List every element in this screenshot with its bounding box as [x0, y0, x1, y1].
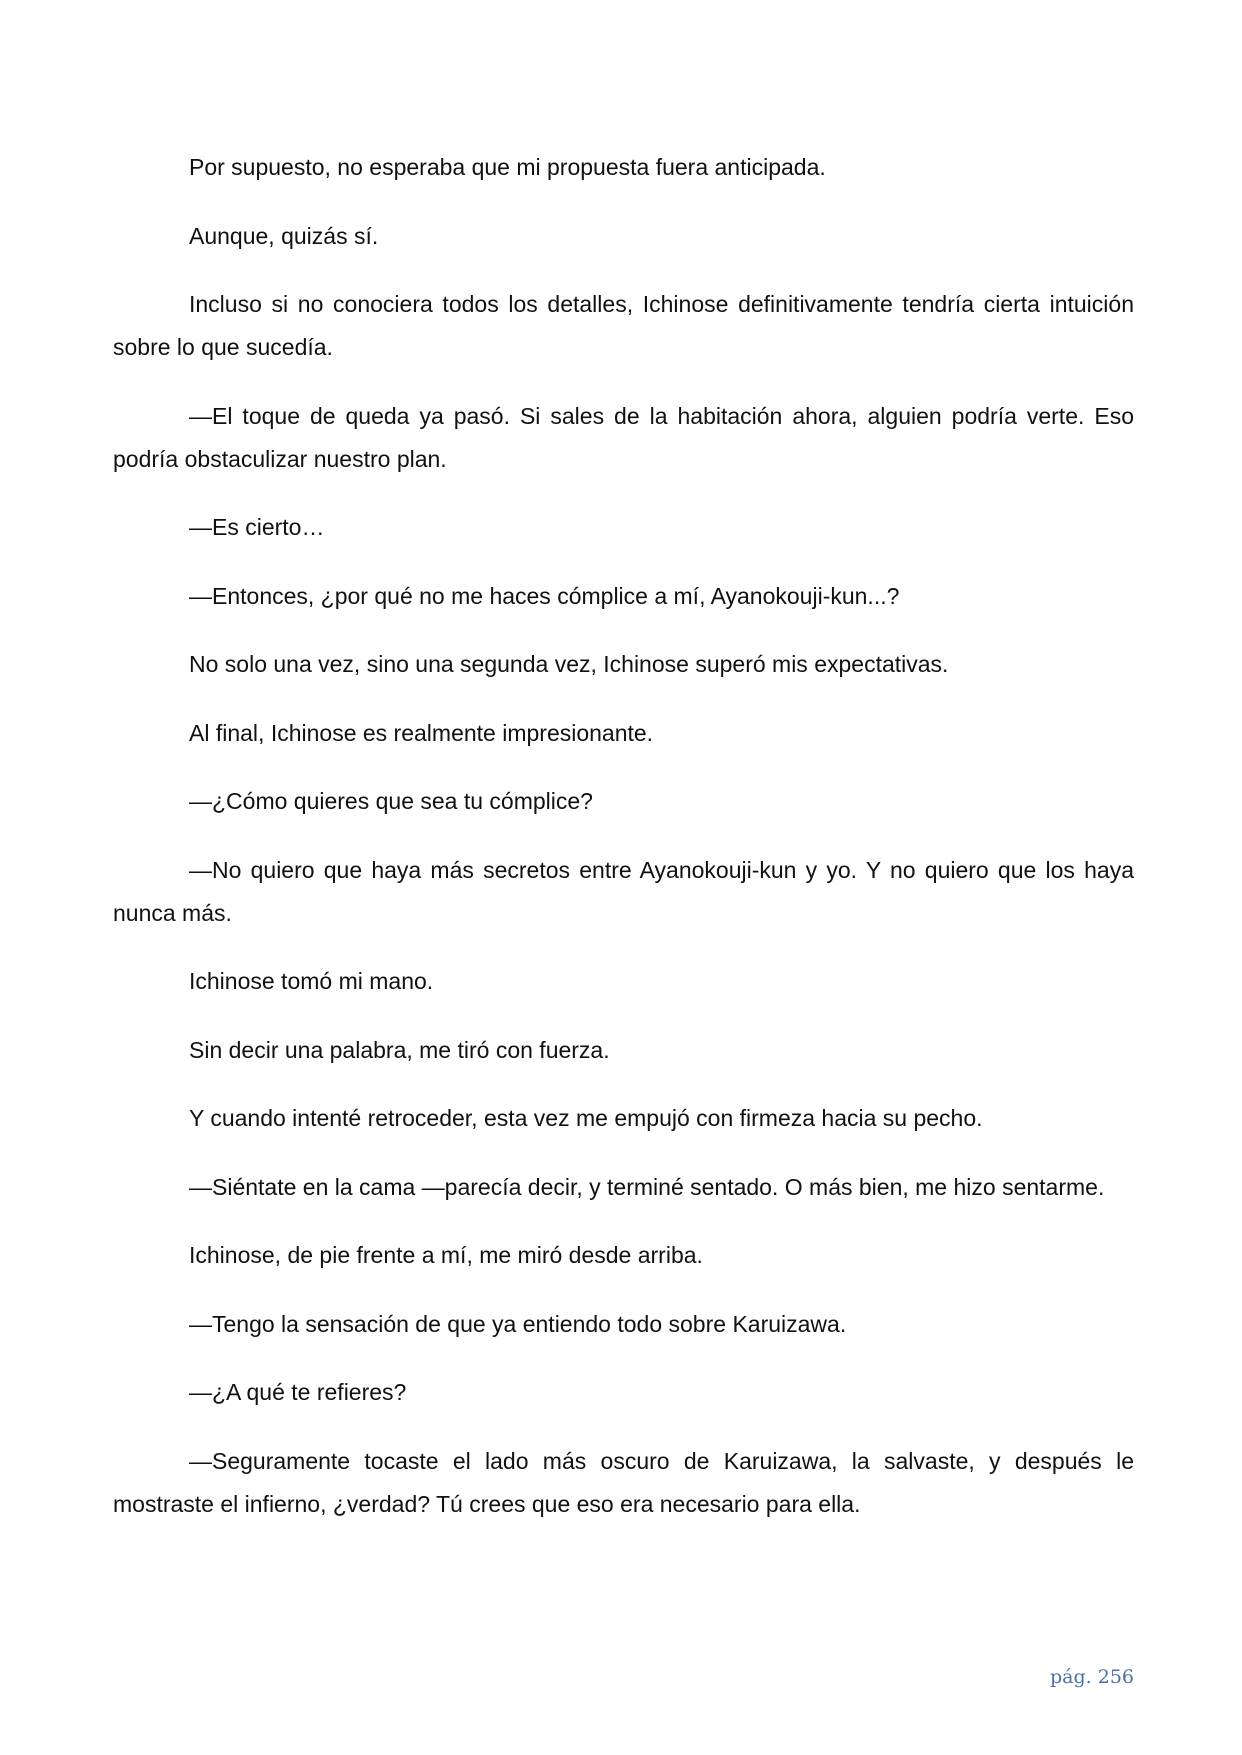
- paragraph: Ichinose, de pie frente a mí, me miró desde arriba.: [189, 1242, 703, 1268]
- document-body: [113, 146, 1134, 1551]
- paragraph: —¿A qué te refieres?: [189, 1379, 407, 1405]
- paragraph: Y cuando intenté retroceder, esta vez me empujó con firmeza hacia su pecho.: [189, 1105, 983, 1131]
- paragraph: —Es cierto…: [189, 514, 325, 540]
- paragraph: —No quiero que haya más secretos entre Ayanokouji-kun y yo. Y no quiero que los haya nunca más.: [113, 856, 1134, 926]
- paragraph: —Siéntate en la cama —parecía decir, y terminé sentado. O más bien, me hizo sentarme.: [189, 1173, 1105, 1200]
- paragraph: No solo una vez, sino una segunda vez, Ichinose superó mis expectativas.: [189, 651, 949, 677]
- paragraph: —El toque de queda ya pasó. Si sales de la habitación ahora, alguien podría verte. Eso podría obstaculizar nuestro plan.: [113, 402, 1134, 472]
- paragraph: —¿Cómo quieres que sea tu cómplice?: [189, 788, 593, 814]
- paragraph: Por supuesto, no esperaba que mi propuesta fuera anticipada.: [189, 154, 826, 180]
- paragraph: —Entonces, ¿por qué no me haces cómplice a mí, Ayanokouji-kun...?: [189, 582, 900, 609]
- paragraph: Aunque, quizás sí.: [189, 222, 379, 249]
- paragraph: Al final, Ichinose es realmente impresionante.: [189, 719, 654, 746]
- page-number: pág. 256: [1050, 1666, 1134, 1688]
- paragraph: Ichinose tomó mi mano.: [189, 968, 434, 994]
- paragraph: Incluso si no conociera todos los detalles, Ichinose definitivamente tendría cierta intuición sobre lo que sucedía.: [113, 291, 1134, 360]
- paragraph: —Seguramente tocaste el lado más oscuro de Karuizawa, la salvaste, y después le mostraste el infierno, ¿verdad? Tú crees que eso era necesario para ella.: [113, 1447, 1134, 1517]
- paragraph: Sin decir una palabra, me tiró con fuerza.: [189, 1036, 610, 1063]
- paragraph: —Tengo la sensación de que ya entiendo todo sobre Karuizawa.: [189, 1310, 847, 1337]
